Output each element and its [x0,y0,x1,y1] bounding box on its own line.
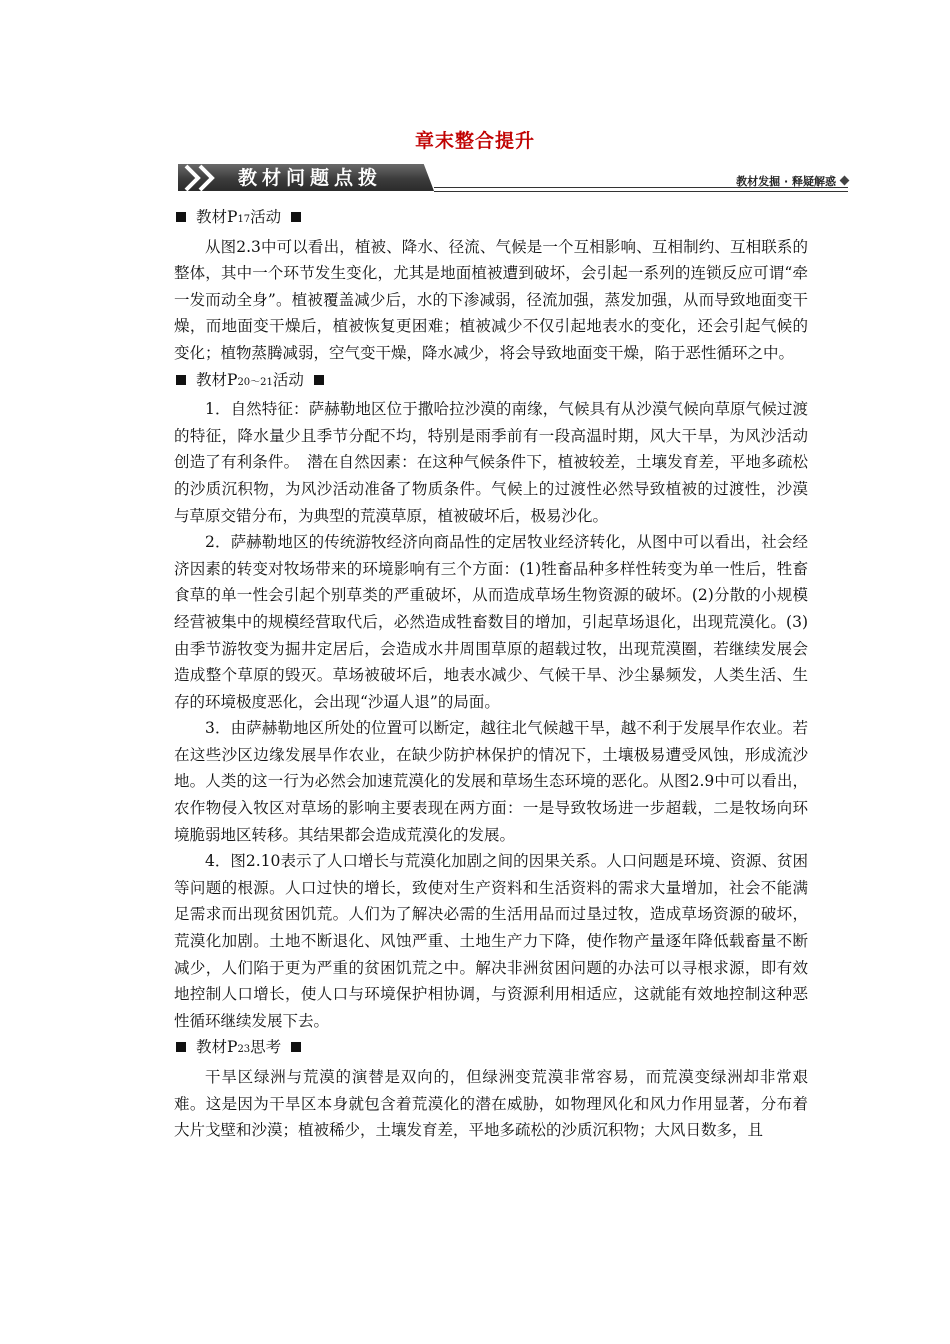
body-content [174,204,808,1144]
square-bullet-icon [176,212,186,222]
section-heading [174,1034,808,1064]
paragraph: 1．自然特征：萨赫勒地区位于撒哈拉沙漠的南缘，气候具有从沙漠气候向草原气候过渡的特征，降水量少且季节分配不均，特别是雨季前有一段高温时期，风大干旱，为风沙活动创造了有利条件。 潜在自然因素：在这种气候条件下，植被较差，土壤发育差，平地多疏松的沙质沉积物，为风沙活动准备了物质条件。气候上的过渡性必然导致植被的过渡性，沙漠与草原交错分布，为典型的荒漠草原，植被破坏后，极易沙化。 [174,400,808,525]
section-banner [178,160,848,196]
heading-prefix: 教材P [196,208,238,226]
square-bullet-icon [291,1042,301,1052]
paragraph: 干旱区绿洲与荒漠的演替是双向的，但绿洲变荒漠非常容易，而荒漠变绿洲却非常艰难。这是因为干旱区本身就包含着荒漠化的潜在威胁，如物理风化和风力作用显著，分布着大片戈壁和沙漠；植被稀少，土壤发育差，平地多疏松的沙质沉积物；大风日数多，且 [174,1068,808,1140]
page-number: 23 [237,1044,251,1056]
heading-suffix: 活动 [250,208,282,226]
paragraph: 4．图2.10表示了人口增长与荒漠化加剧之间的因果关系。人口问题是环境、资源、贫困等问题的根源。人口过快的增长，致使对生产资料和生活资料的需求大量增加，社会不能满足需求而出现贫困饥荒。人们为了解决必需的生活用品而过垦过牧，造成草场资源的破坏，荒漠化加剧。土地不断退化、风蚀严重、土地生产力下降，使作物产量逐年降低载畜量不断减少，人们陷于更为严重的贫困饥荒之中。解决非洲贫困问题的办法可以寻根求源，即有效地控制人口增长，使人口与环境保护相协调，与资源利用相适应，这就能有效地控制这种恶性循环继续发展下去。 [174,852,808,1030]
chevron-arrows-icon [178,163,232,193]
diamond-icon [840,176,850,186]
section-heading [174,367,808,397]
heading-prefix: 教材P [196,1038,238,1057]
banner-label: 教材问题点拨 [238,167,383,189]
square-bullet-icon [291,212,301,222]
square-bullet-icon [314,375,324,385]
square-bullet-icon [176,375,186,385]
page-number: 20～21 [237,376,273,388]
page-number: 17 [237,214,251,225]
paragraph: 2．萨赫勒地区的传统游牧经济向商品性的定居牧业经济转化，从图中可以看出，社会经济因素的转变对牧场带来的环境影响有三个方面：(1)牲畜品种多样性转变为单一性后，牲畜食草的单一性会引起个别草类的严重破坏，从而造成草场生物资源的破坏。(2)分散的小规模经营被集中的规模经营取代后，必然造成牲畜数目的增加，引起草场退化，出现荒漠化。(3)由季节游牧变为掘井定居后，会造成水井周围草原的超载过牧，出现荒漠圈，若继续发展会造成整个草原的毁灭。草场被破坏后，地表水减少、气候干旱、沙尘暴频发，人类生活、生存的环境极度恶化，会出现“沙逼人退”的局面。 [174,533,808,711]
banner-subtitle: 教材发掘 · 释疑解惑 [736,175,836,188]
section-heading [174,204,808,234]
page-title: 章末整合提升 [414,130,535,152]
paragraph: 3．由萨赫勒地区所处的位置可以断定，越往北气候越干旱，越不利于发展旱作农业。若在这些沙区边缘发展旱作农业，在缺少防护林保护的情况下，土壤极易遭受风蚀，形成流沙地。人类的这一行为必然会加速荒漠化的发展和草场生态环境的恶化。从图2.9中可以看出，农作物侵入牧区对草场的影响主要表现在两方面：一是导致牧场进一步超载，二是牧场向环境脆弱地区转移。其结果都会造成荒漠化的发展。 [174,719,808,844]
heading-suffix: 思考 [250,1038,282,1057]
paragraph: 从图2.3中可以看出，植被、降水、径流、气候是一个互相影响、互相制约、互相联系的整体，其中一个环节发生变化，尤其是地面植被遭到破坏，会引起一系列的连锁反应可谓“牵一发而动全身”。植被覆盖减少后，水的下渗减弱，径流加强，蒸发加强，从而导致地面变干燥，而地面变干燥后，植被恢复更困难；植被减少不仅引起地表水的变化，还会引起气候的变化；植物蒸腾减弱，空气变干燥，降水减少，将会导致地面变干燥，陷于恶性循环之中。 [174,237,808,362]
heading-prefix: 教材P [196,370,238,389]
heading-suffix: 活动 [272,370,304,389]
square-bullet-icon [176,1042,186,1052]
